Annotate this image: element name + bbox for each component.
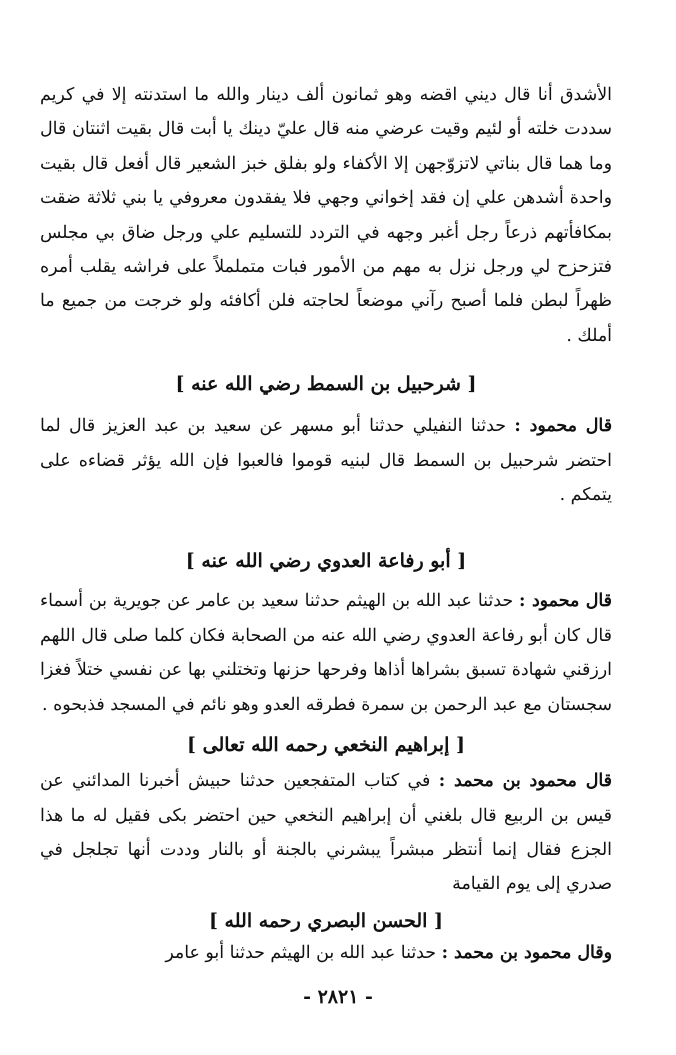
section-heading-shurahbil: [ شرحبيل بن السمط رضي الله عنه ] — [175, 373, 477, 396]
section-heading-hasan-basri: [ الحسن البصري رحمه الله ] — [208, 909, 444, 932]
speaker-label: قال محمود بن محمد : — [438, 771, 612, 792]
section-paragraph-shurahbil — [40, 409, 612, 512]
section-text: حدثنا عبد الله بن الهيثم حدثنا أبو عامر — [165, 942, 442, 963]
speaker-label: قال محمود : — [514, 416, 613, 437]
section-text: حدثنا النفيلي حدثنا أبو مسهر عن سعيد بن عبد العزيز قال لما احتضر شرحبيل بن السمط قال لبنيه قوموا فالعبوا فإن الله يؤثر قضاءه على يتمكم . — [40, 416, 612, 506]
section-text: في كتاب المتفجعين حدثنا حبيش أخبرنا المدائني عن قيس بن الربيع قال بلغني أن إبراهيم النخعي حين احتضر بكى فقيل له ما هذا الجزع فقال إنما أنتظر مبشراً يبشرني بالجنة أو بالنار وددت أنها تجلجل في صدري إلى يوم القيامة — [40, 771, 612, 895]
intro-paragraph: الأشدق أنا قال ديني اقضه وهو ثمانون ألف دينار والله ما استدنته إلا في كريم سددت خلته أو لئيم وقيت عرضي منه قال عليّ دينك يا أبت قال بقيت اثنتان قال وما هما قال بناتي لاتزوّجهن إلا الأكفاء ولو بفلق خبز الشعير قال أفعل قال بقيت واحدة أشدهن علي إن فقد إخواني وجهي فلا يفقدون معروفي يا بني ثلاثة ضقت بمكافأتهم ذرعاً رجل أغبر وجهه في التردد للتسليم علي ورجل ضاق بي مجلس فتزحزح لي ورجل نزل به مهم من الأمور فبات متململاً على فراشه يقلب أمره ظهراً لبطن فلما أصبح رآني موضعاً لحاجته فلن أكافئه ولو خرجت من جميع ما أملك . — [40, 85, 612, 346]
section-paragraph-hasan-basri — [40, 936, 612, 970]
page-number: - ٢٨٢١ - — [303, 986, 373, 1008]
speaker-label: قال محمود : — [519, 591, 612, 612]
page-body — [40, 78, 612, 970]
speaker-label: وقال محمود بن محمد : — [441, 942, 612, 963]
section-text: حدثنا عبد الله بن الهيثم حدثنا سعيد بن عامر عن جويرية بن أسماء قال كان أبو رفاعة العدوي رضي الله عنه من الصحابة فكان كلما صلى قال اللهم ارزقني شهادة تسبق بشراها أذاها وفرحها حزنها وتختلني بها عن نفسي ختلاً فغزا سجستان مع عبد الرحمن بن سمرة فطرقه العدو وهو نائم في المسجد فذبحوه . — [40, 591, 612, 715]
section-heading-ibrahim-nakhai: [ إبراهيم النخعي رحمه الله تعالى ] — [187, 734, 465, 757]
section-paragraph-ibrahim-nakhai — [40, 764, 612, 902]
section-heading-abu-rifaa: [ أبو رفاعة العدوي رضي الله عنه ] — [185, 550, 467, 573]
section-paragraph-abu-rifaa — [40, 584, 612, 722]
